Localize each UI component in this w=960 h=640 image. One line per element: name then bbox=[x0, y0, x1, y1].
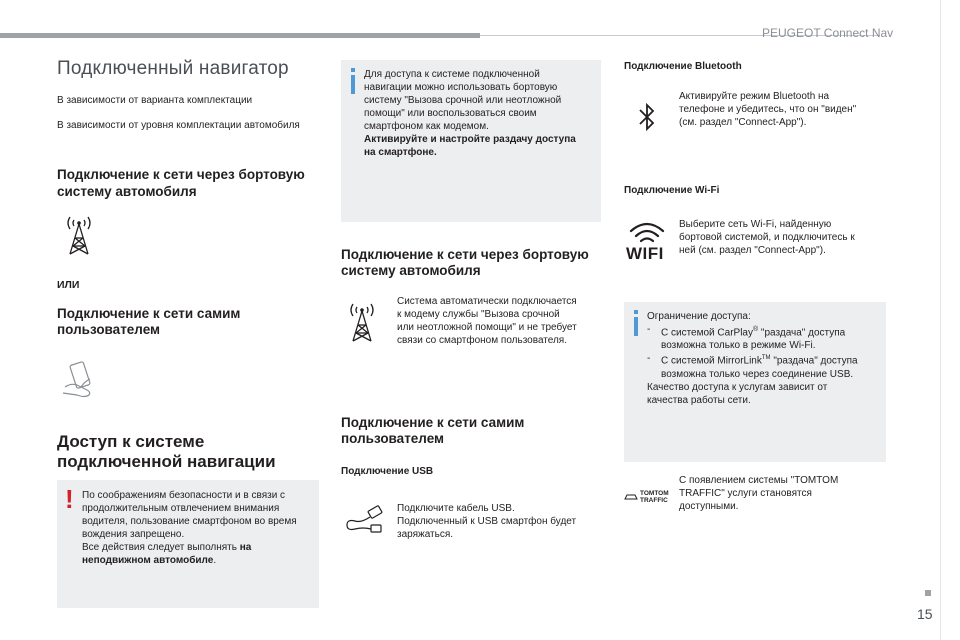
tomtom-traffic-icon bbox=[624, 489, 672, 507]
tomtom-line: С появлением системы "TOMTOM bbox=[679, 475, 839, 486]
info-line: смартфоном как модемом. bbox=[364, 121, 489, 132]
heading-builtin-line2: систему автомобиля bbox=[57, 184, 197, 199]
bluetooth-description bbox=[679, 90, 884, 129]
wifi-icon bbox=[625, 220, 669, 264]
heading-user-line1: Подключение к сети самим bbox=[57, 306, 241, 321]
page-title: Подключенный навигатор bbox=[57, 58, 289, 79]
heading-builtin2-line1: Подключение к сети через бортовую bbox=[341, 247, 589, 262]
heading-usb: Подключение USB bbox=[341, 466, 434, 477]
traffic-car-shape bbox=[624, 492, 638, 502]
page-marker bbox=[925, 590, 931, 596]
wifi-description bbox=[679, 218, 884, 257]
tomtom-logo-line1: TOMTOM bbox=[640, 490, 669, 497]
warning-box bbox=[57, 480, 319, 608]
heading-access-line2: подключенной навигации bbox=[57, 452, 276, 471]
heading-bluetooth: Подключение Bluetooth bbox=[624, 61, 742, 72]
tomtom-logo-text bbox=[640, 490, 669, 504]
limitations-line: качества работы сети. bbox=[647, 394, 751, 406]
warning-text-regular: Все действия следует выполнять bbox=[82, 542, 237, 553]
warning-line bbox=[82, 541, 314, 554]
mirrorlink-text: С системой MirrorLink bbox=[661, 355, 762, 367]
info-text bbox=[364, 68, 596, 159]
heading-wifi: Подключение Wi-Fi bbox=[624, 185, 720, 196]
trademark-mark: TM bbox=[761, 355, 771, 362]
wifi-line: бортовой системой, и подключитесь к bbox=[679, 232, 855, 243]
info-box-modem bbox=[341, 60, 601, 222]
usb-description bbox=[397, 502, 597, 541]
warning-text-regular: . bbox=[213, 555, 217, 566]
variant-note: В зависимости от варианта комплектации bbox=[57, 95, 253, 106]
tomtom-line: TRAFFIC" услуги становятся bbox=[679, 488, 812, 499]
warning-line: По соображениям безопасности и в связи с bbox=[82, 490, 286, 501]
usb-cable-icon bbox=[341, 505, 387, 535]
warning-line: водителя, пользование смартфоном во время bbox=[82, 516, 297, 527]
wifi-line: ней (см. раздел "Connect-App"). bbox=[679, 245, 826, 256]
info-line: помощи" или воспользоваться своим bbox=[364, 108, 537, 119]
limitation-item-carplay bbox=[647, 323, 883, 352]
bluetooth-line: (см. раздел "Connect-App"). bbox=[679, 117, 807, 128]
heading-user-line2: пользователем bbox=[57, 322, 161, 337]
antenna-icon bbox=[62, 214, 96, 256]
bullet-text bbox=[661, 323, 845, 352]
phone-hand-icon bbox=[57, 357, 107, 399]
tomtom-description bbox=[679, 474, 884, 513]
builtin-line: или неотложной помощи" и не требует bbox=[397, 322, 577, 333]
page-edge-strip bbox=[940, 0, 960, 640]
heading-access-line1: Доступ к системе bbox=[57, 432, 205, 451]
info-line: систему "Вызова срочной или неотложной bbox=[364, 95, 562, 106]
limitations-line: Качество доступа к услугам зависит от bbox=[647, 381, 828, 393]
info-line: Для доступа к системе подключенной bbox=[364, 69, 540, 80]
warning-line bbox=[82, 554, 314, 567]
bluetooth-icon bbox=[637, 101, 657, 133]
tomtom-line: доступными. bbox=[679, 501, 739, 512]
trim-note: В зависимости от уровня комплектации автомобиля bbox=[57, 120, 300, 131]
mirrorlink-text-line2: возможна только через соединение USB. bbox=[661, 368, 854, 380]
bluetooth-line: телефоне и убедитесь, что он "виден" bbox=[679, 104, 857, 115]
limitation-item-mirrorlink bbox=[647, 352, 883, 380]
warning-text bbox=[82, 489, 314, 567]
carplay-text-line2: возможна только в режиме Wi-Fi. bbox=[661, 340, 816, 352]
page-number: 15 bbox=[917, 606, 933, 622]
or-label: ИЛИ bbox=[57, 279, 80, 291]
heading-user2-line2: пользователем bbox=[341, 431, 445, 446]
info-line-bold: Активируйте и настройте раздачу доступа bbox=[364, 134, 576, 145]
carplay-text-tail: "раздача" доступа bbox=[758, 327, 846, 339]
mirrorlink-text-tail: "раздача" доступа bbox=[770, 355, 858, 367]
builtin-description bbox=[397, 295, 597, 347]
warning-text-bold: неподвижном автомобиле bbox=[82, 555, 214, 566]
builtin-line: Система автоматически подключается bbox=[397, 296, 577, 307]
heading-builtin-line1: Подключение к сети через бортовую bbox=[57, 167, 305, 182]
bullet-text bbox=[661, 352, 858, 380]
bluetooth-line: Активируйте режим Bluetooth на bbox=[679, 91, 830, 102]
bullet-dash: - bbox=[647, 353, 651, 365]
warning-line: вождения запрещено. bbox=[82, 529, 185, 540]
antenna-icon bbox=[345, 301, 379, 343]
limitations-text bbox=[647, 310, 883, 407]
carplay-text: С системой CarPlay bbox=[661, 327, 753, 339]
heading-user2-line1: Подключение к сети самим bbox=[341, 415, 525, 430]
builtin-line: к модему службы "Вызова срочной bbox=[397, 309, 560, 320]
usb-line: Подключенный к USB смартфон будет bbox=[397, 516, 577, 527]
builtin-line: связи со смартфоном пользователя. bbox=[397, 335, 568, 346]
info-icon bbox=[348, 68, 358, 94]
section-title: PEUGEOT Connect Nav bbox=[762, 26, 894, 40]
usb-line: Подключите кабель USB. bbox=[397, 503, 515, 514]
wifi-arcs bbox=[625, 220, 669, 246]
registered-mark: ® bbox=[752, 326, 759, 333]
tomtom-logo-line2: TRAFFIC bbox=[640, 497, 668, 504]
info-icon bbox=[631, 310, 641, 336]
heading-builtin2-line2: систему автомобиля bbox=[341, 263, 481, 278]
wifi-logo-text: WIFI bbox=[626, 244, 664, 263]
usb-line: заряжаться. bbox=[397, 529, 454, 540]
header-rule-left bbox=[0, 33, 480, 38]
limitations-line: Ограничение доступа: bbox=[647, 311, 751, 322]
warning-icon: ! bbox=[65, 484, 74, 514]
bullet-dash: - bbox=[647, 324, 651, 335]
info-line-bold: на смартфоне. bbox=[364, 147, 437, 158]
wifi-line: Выберите сеть Wi-Fi, найденную bbox=[679, 219, 832, 230]
warning-line: продолжительным отвлечением внимания bbox=[82, 503, 280, 514]
warning-text-bold: на bbox=[239, 542, 252, 553]
info-box-limitations bbox=[624, 302, 886, 462]
info-line: навигации можно использовать бортовую bbox=[364, 82, 558, 93]
